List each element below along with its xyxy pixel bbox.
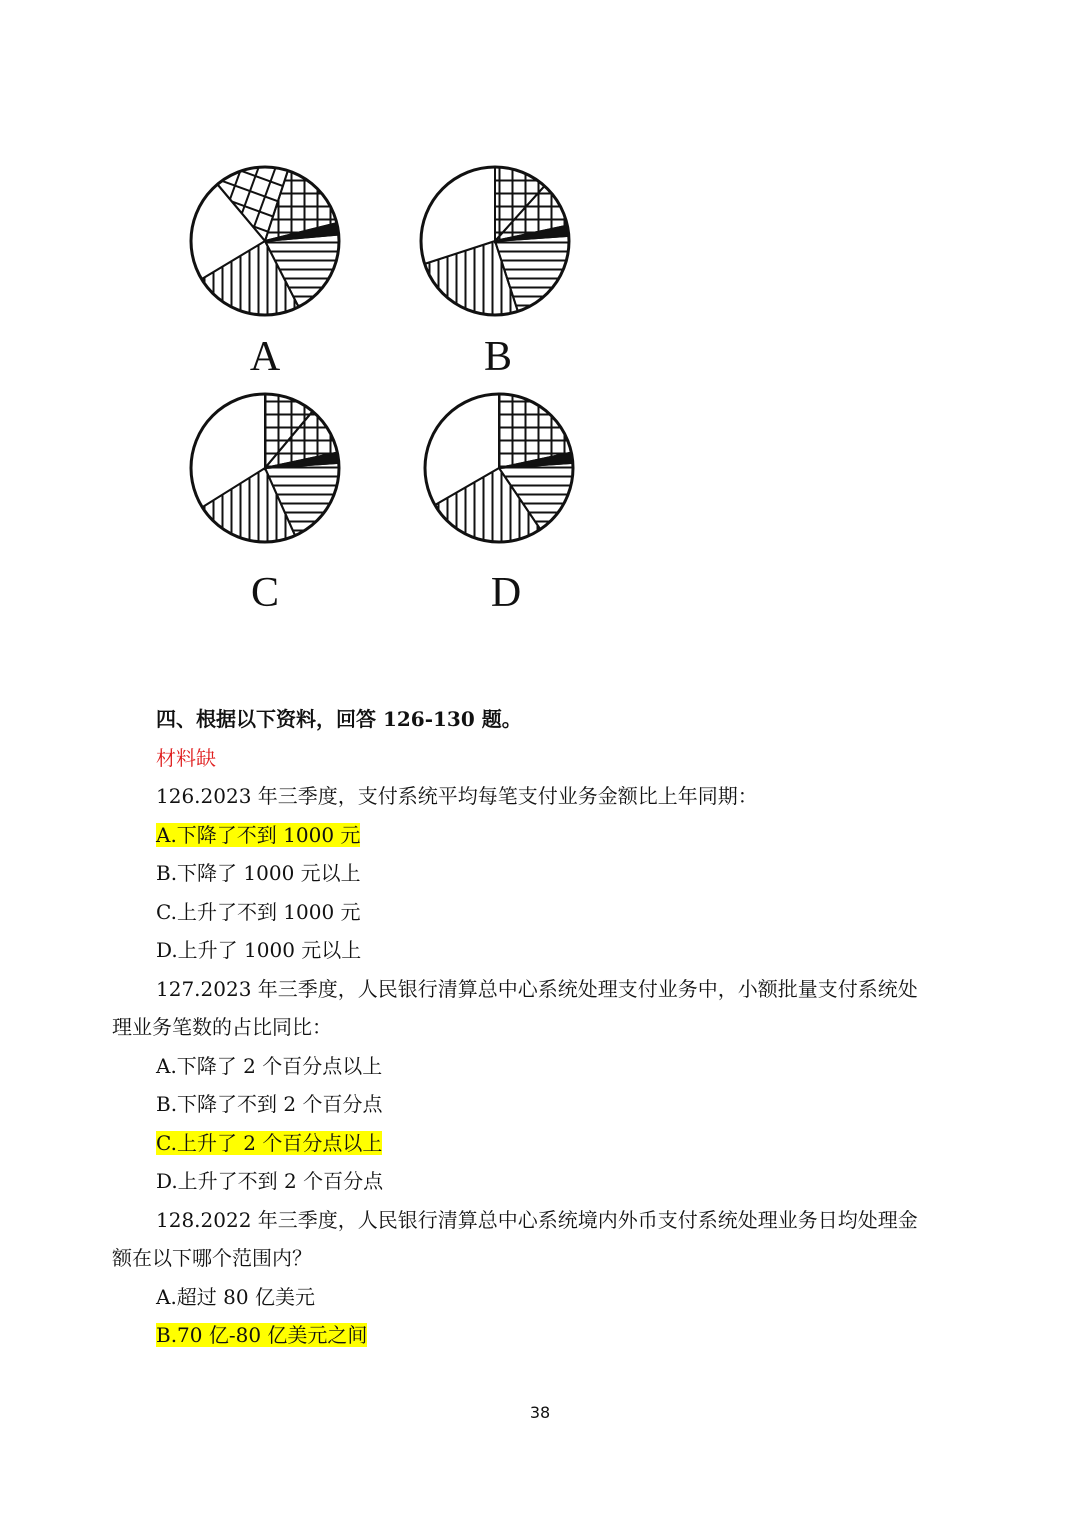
option-a [112,816,972,855]
option-b: B.下降了不到 2 个百分点 [156,1092,383,1116]
question-stem: 127.2023 年三季度，人民银行清算总中心系统处理支付业务中，小额批量支付系统处 [156,976,918,1001]
pie-option-d [425,394,573,616]
option-b [112,1316,972,1355]
pie-option-c [191,394,339,616]
question-126 [112,777,972,970]
option-c [112,1124,972,1163]
pie-options-figure [155,148,660,636]
option-label: C [250,570,280,616]
option-b: B.下降了 1000 元以上 [156,861,361,885]
question-127 [112,970,972,1201]
pie-options-svg [155,148,660,636]
page-number: 38 [529,1403,551,1422]
material-missing-note: 材料缺 [156,745,216,770]
option-d: D.上升了不到 2 个百分点 [156,1169,384,1193]
option-label: D [490,570,522,616]
answer-highlight: C.上升了 2 个百分点以上 [156,1130,383,1155]
question-stem: 128.2022 年三季度，人民银行清算总中心系统境内外币支付系统处理业务日均处理金 [156,1207,918,1232]
question-128 [112,1201,972,1355]
option-c: C.上升了不到 1000 元 [156,899,361,924]
answer-highlight: B.70 亿-80 亿美元之间 [156,1323,368,1347]
option-label: B [483,334,513,380]
question-stem-continued: 理业务笔数的占比同比： [112,1015,332,1039]
answer-highlight: A.下降了不到 1000 元 [156,822,361,847]
option-a: A.超过 80 亿美元 [156,1284,315,1309]
question-section [112,700,972,1355]
section-heading: 四、根据以下资料，回答 126-130 题。 [156,707,522,731]
question-stem-continued: 额在以下哪个范围内？ [112,1246,312,1270]
option-a: A.下降了 2 个百分点以上 [156,1053,383,1078]
option-d: D.上升了 1000 元以上 [156,938,362,962]
question-stem: 126.2023 年三季度，支付系统平均每笔支付业务金额比上年同期： [156,784,758,808]
option-label: A [249,334,281,380]
pie-option-a [191,167,339,380]
pie-option-b [421,167,569,380]
